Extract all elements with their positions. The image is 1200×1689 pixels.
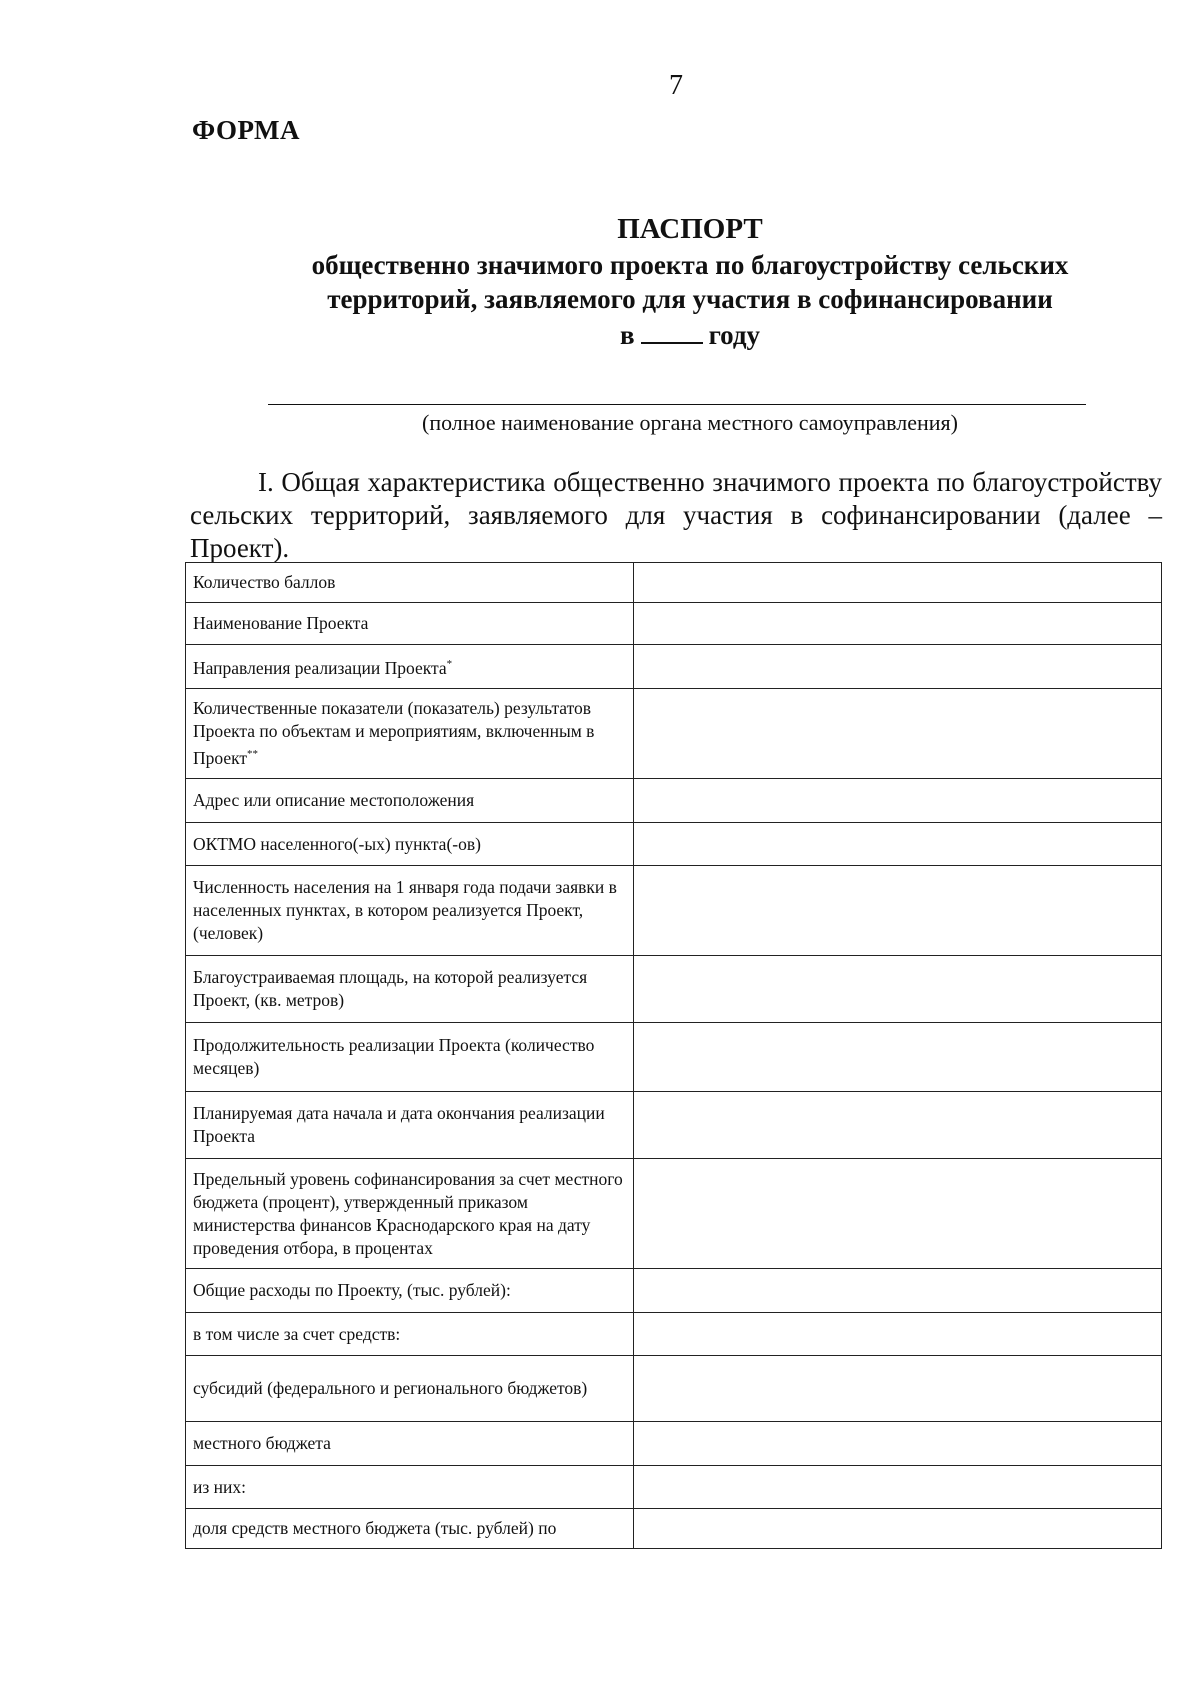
row-label: Планируемая дата начала и дата окончания реализации Проекта [186,1092,634,1159]
table-row [186,1092,1162,1159]
row-label: Адрес или описание местоположения [186,779,634,823]
title-year-line [190,316,1190,352]
table-row [186,1509,1162,1549]
table-row [186,1023,1162,1092]
row-label: Количественные показатели (показатель) результатов Проекта по объектам и мероприятиям, включенным в Проект** [186,689,634,779]
row-value-cell[interactable] [634,645,1162,689]
row-label: Предельный уровень софинансирования за счет местного бюджета (процент), утвержденный приказом министерства финансов Краснодарского края на дату проведения отбора, в процентах [186,1159,634,1269]
table-row [186,603,1162,645]
org-name-blank-line[interactable] [268,404,1086,405]
row-value-cell[interactable] [634,956,1162,1023]
table-row [186,645,1162,689]
row-label: Количество баллов [186,563,634,603]
row-label: Продолжительность реализации Проекта (количество месяцев) [186,1023,634,1092]
row-label: Направления реализации Проекта* [186,645,634,689]
table-row [186,1269,1162,1313]
title-line-2: территорий, заявляемого для участия в софинансировании [327,284,1053,314]
row-value-cell[interactable] [634,1422,1162,1466]
org-name-caption: (полное наименование органа местного самоуправления) [422,410,958,435]
row-value-cell[interactable] [634,1466,1162,1509]
row-value-cell[interactable] [634,1023,1162,1092]
row-value-cell[interactable] [634,866,1162,956]
year-prefix: в [619,320,635,350]
table-row [186,1466,1162,1509]
page-number: 7 [669,70,683,101]
row-label: в том числе за счет средств: [186,1313,634,1356]
row-label: Численность населения на 1 января года подачи заявки в населенных пунктах, в котором реализуется Проект, (человек) [186,866,634,956]
form-label: ФОРМА [192,115,300,145]
document-title [190,210,1190,352]
row-value-cell[interactable] [634,1159,1162,1269]
table-row [186,689,1162,779]
row-label: ОКТМО населенного(-ых) пункта(-ов) [186,823,634,866]
table-row [186,866,1162,956]
row-value-cell[interactable] [634,779,1162,823]
row-value-cell[interactable] [634,1313,1162,1356]
footnote-mark: * [446,658,453,671]
table-row [186,1422,1162,1466]
table-row [186,1159,1162,1269]
row-label: из них: [186,1466,634,1509]
table-row [186,563,1162,603]
row-label: Благоустраиваемая площадь, на которой реализуется Проект, (кв. метров) [186,956,634,1023]
table-row [186,1356,1162,1422]
footnote-mark: ** [247,748,259,761]
row-value-cell[interactable] [634,1092,1162,1159]
table-row [186,779,1162,823]
row-value-cell[interactable] [634,563,1162,603]
row-label: Наименование Проекта [186,603,634,645]
year-blank-field[interactable] [641,316,703,344]
section-heading-text: I. Общая характеристика общественно значимого проекта по благоустройству сельских территорий, заявляемого для участия в софинансировании (далее – Проект). [190,467,1162,563]
row-value-cell[interactable] [634,603,1162,645]
row-value-cell[interactable] [634,823,1162,866]
row-value-cell[interactable] [634,1269,1162,1313]
section-heading [190,466,1162,565]
row-value-cell[interactable] [634,1356,1162,1422]
row-label: Общие расходы по Проекту, (тыс. рублей): [186,1269,634,1313]
table-row [186,823,1162,866]
table-row [186,956,1162,1023]
row-label: доля средств местного бюджета (тыс. рублей) по [186,1509,634,1549]
row-value-cell[interactable] [634,689,1162,779]
row-label: местного бюджета [186,1422,634,1466]
row-label: субсидий (федерального и регионального бюджетов) [186,1356,634,1422]
title-main: ПАСПОРТ [617,213,763,245]
table-row [186,1313,1162,1356]
row-value-cell[interactable] [634,1509,1162,1549]
title-line-1: общественно значимого проекта по благоустройству сельских [311,250,1069,280]
passport-table [185,562,1162,1549]
year-suffix: году [708,320,761,350]
